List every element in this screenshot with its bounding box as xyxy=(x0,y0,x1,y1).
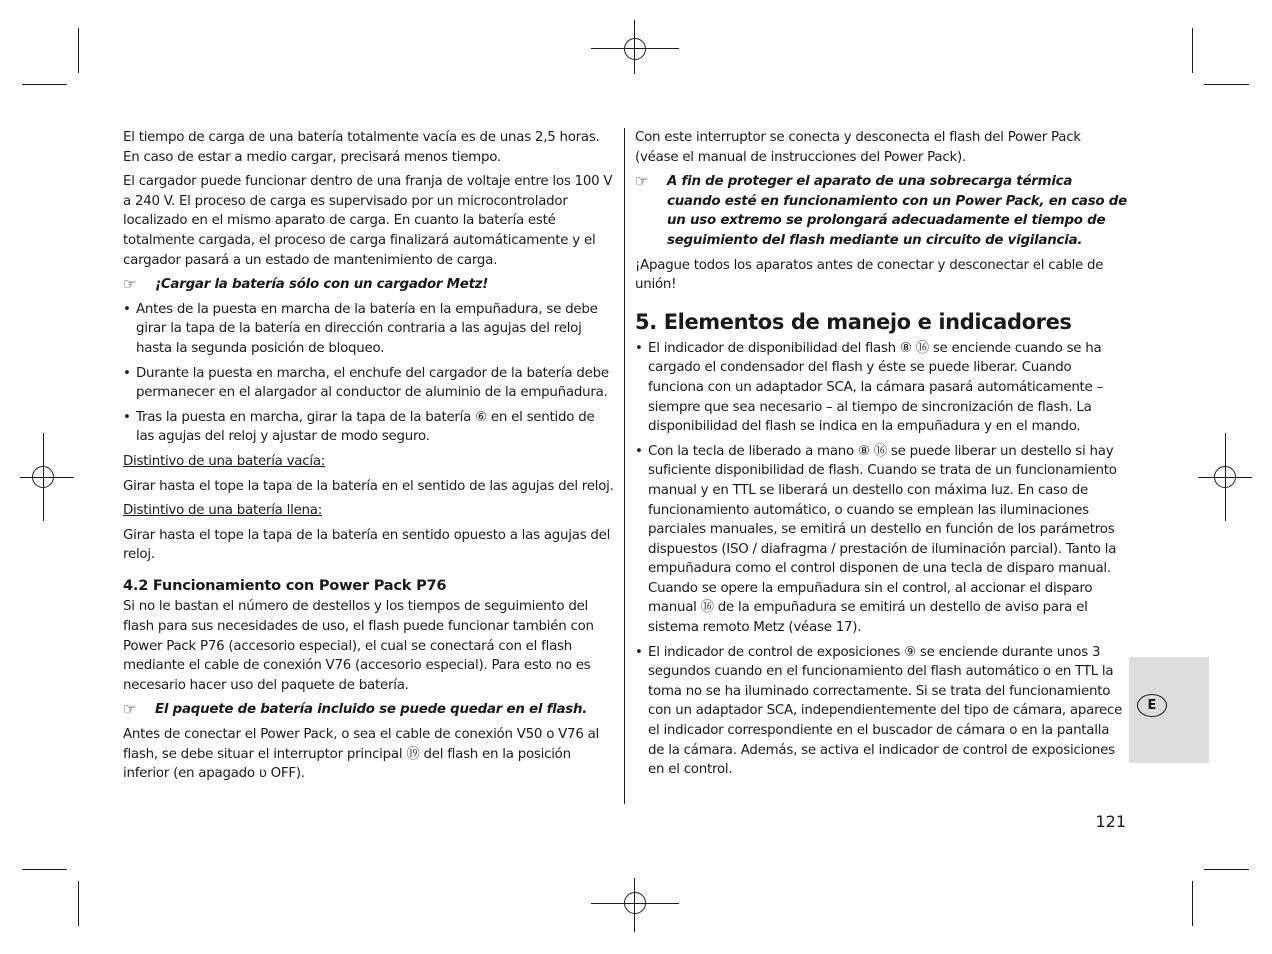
note xyxy=(123,275,615,295)
paragraph: Antes de conectar el Power Pack, o sea el cable de conexión V50 o V76 al flash, se debe situar el interruptor principal ⑲ del flash en la posición inferior (en apagado ʋ OFF). xyxy=(123,727,600,782)
note xyxy=(635,172,1128,250)
paragraph: ¡Apague todos los aparatos antes de conectar y desconectar el cable de unión! xyxy=(635,257,1104,293)
note xyxy=(123,700,615,720)
paragraph: Con este interruptor se conecta y desconecta el flash del Power Pack (véase el manual de instrucciones del Power Pack). xyxy=(635,130,1081,165)
paragraph: El cargador puede funcionar dentro de una franja de voltaje entre los 100 V a 240 V. El proceso de carga es supervisado por un microcontrolador localizado en el mismo aparato de carga. En cuanto la batería esté totalmente cargada, el proceso de carga finalizará automáticamente y el cargador pasará a un estado de mantenimiento de carga. xyxy=(123,174,613,268)
reg-top-circle xyxy=(624,38,646,60)
pointing-hand-icon: ☞ xyxy=(123,275,137,294)
reg-bottom-circle xyxy=(624,892,646,914)
paragraph: Si no le bastan el número de destellos y los tiempos de seguimiento del flash para sus necesidades de uso, el flash puede funcionar también con Power Pack P76 (accesorio especial), el cual se conectará con el flash mediante el cable de conexión V76 (accesorio especial). Para esto no es necesario hacer uso del paquete de batería. xyxy=(123,599,594,693)
list-item-text-a: Con la tecla de liberado a mano ⑧ ⑯ se puede liberar un destello si hay suficiente disponibilidad de flash. Cuando se trata de un funcionamiento manual y en TTL se liberará un destello con máxima luz. En caso de funcionamiento automático, o cuando se emplean las iluminaciones parciales manuales, se emitirá un destello en función de los parámetros dispuestos (ISO / diafragma / prestación de iluminación parcial). Tanto la empuñadura como el control disponen de una tecla de disparo manual. xyxy=(648,443,1117,577)
reg-right-circle xyxy=(1214,466,1236,488)
bullet-icon: • xyxy=(123,409,131,425)
crop-mark-bl-h xyxy=(22,869,67,870)
list-item-text: Tras la puesta en marcha, girar la tapa de la batería ⑥ en el sentido de las agujas del reloj y ajustar de modo seguro. xyxy=(136,409,595,445)
crop-mark-bl-v xyxy=(78,881,79,926)
section-heading: 4.2 Funcionamiento con Power Pack P76 xyxy=(123,576,447,594)
note-text: El paquete de batería incluido se puede quedar en el flash. xyxy=(155,702,588,718)
note-text: ¡Cargar la batería sólo con un cargador Metz! xyxy=(155,277,489,293)
left-column xyxy=(123,128,615,789)
language-badge: E xyxy=(1137,694,1167,717)
note-text: A fin de proteger el aparato de una sobrecarga térmica cuando esté en funcionamiento con un Power Pack, en caso de un uso extremo se prolongará adecuadamente el tiempo de seguimiento del flash mediante un circuito de vigilancia. xyxy=(667,174,1127,248)
right-column xyxy=(635,128,1128,785)
list-item xyxy=(635,643,1128,780)
paragraph: Girar hasta el tope la tapa de la batería en sentido opuesto a las agujas del reloj. xyxy=(123,527,611,563)
list-item-text xyxy=(648,442,1128,638)
list-item-text-b: Cuando se opere la empuñadura sin el control, al accionar el disparo manual ⑯ de la empuñadura se emitirá un destello de aviso para el sistema remoto Metz (véase 17). xyxy=(648,580,1093,636)
pointing-hand-icon: ☞ xyxy=(635,172,649,191)
crop-mark-tl-v xyxy=(78,28,79,73)
list-item xyxy=(635,442,1128,638)
bullet-icon: • xyxy=(123,365,131,381)
list-item-text: Durante la puesta en marcha, el enchufe del cargador de la batería debe permanecer en el alargador al conductor de aluminio de la empuñadura. xyxy=(136,365,609,401)
list-item xyxy=(123,364,615,403)
crop-mark-br-v xyxy=(1192,881,1193,926)
list-item xyxy=(635,339,1128,437)
crop-mark-br-h xyxy=(1204,869,1249,870)
list-item-text: El indicador de control de exposiciones ⑨ se enciende durante unos 3 segundos cuando en el funcionamiento del flash automático o en TTL la toma no se ha iluminado correctamente. Si se trata del funcionamiento con un adaptador SCA, independientemente del tipo de cámara, aparece el indicador correspondiente en el buscador de cámara o en la pantalla de la cámara. Además, se activa el indicador de control de exposiciones en el control. xyxy=(648,644,1123,778)
crop-mark-tr-v xyxy=(1192,28,1193,73)
column-divider xyxy=(624,128,625,804)
subheading-full-battery: Distintivo de una batería llena: xyxy=(123,503,323,519)
list-item-text: El indicador de disponibilidad del flash ⑧ ⑯ se enciende cuando se ha cargado el condensador del flash y éste se puede liberar. Cuando funciona con un adaptador SCA, la cámara pasará automáticamente – siempre que sea necesario – al tiempo de sincronización de flash. La disponibilidad del flash se indica en la empuñadura y en el mando. xyxy=(648,340,1103,435)
crop-mark-tr-h xyxy=(1204,84,1249,85)
bullet-icon: • xyxy=(123,301,131,317)
page-number: 121 xyxy=(1095,812,1126,831)
bullet-icon: • xyxy=(635,340,643,356)
paragraph: Girar hasta el tope la tapa de la batería en el sentido de las agujas del reloj. xyxy=(123,478,614,494)
paragraph: El tiempo de carga de una batería totalmente vacía es de unas 2,5 horas. En caso de estar a medio cargar, precisará menos tiempo. xyxy=(123,130,600,165)
bullet-icon: • xyxy=(635,443,643,459)
crop-mark-tl-h xyxy=(22,84,67,85)
list-item xyxy=(123,300,615,359)
list-item-text: Antes de la puesta en marcha de la batería en la empuñadura, se debe girar la tapa de la batería en dirección contraria a las agujas del reloj hasta la segunda posición de bloqueo. xyxy=(136,301,598,356)
reg-left-circle xyxy=(32,466,54,488)
section-heading: 5. Elementos de manejo e indicadores xyxy=(635,309,1072,334)
list-item xyxy=(123,408,615,447)
subheading-empty-battery: Distintivo de una batería vacía: xyxy=(123,453,326,469)
bullet-icon: • xyxy=(635,644,643,660)
pointing-hand-icon: ☞ xyxy=(123,700,137,719)
